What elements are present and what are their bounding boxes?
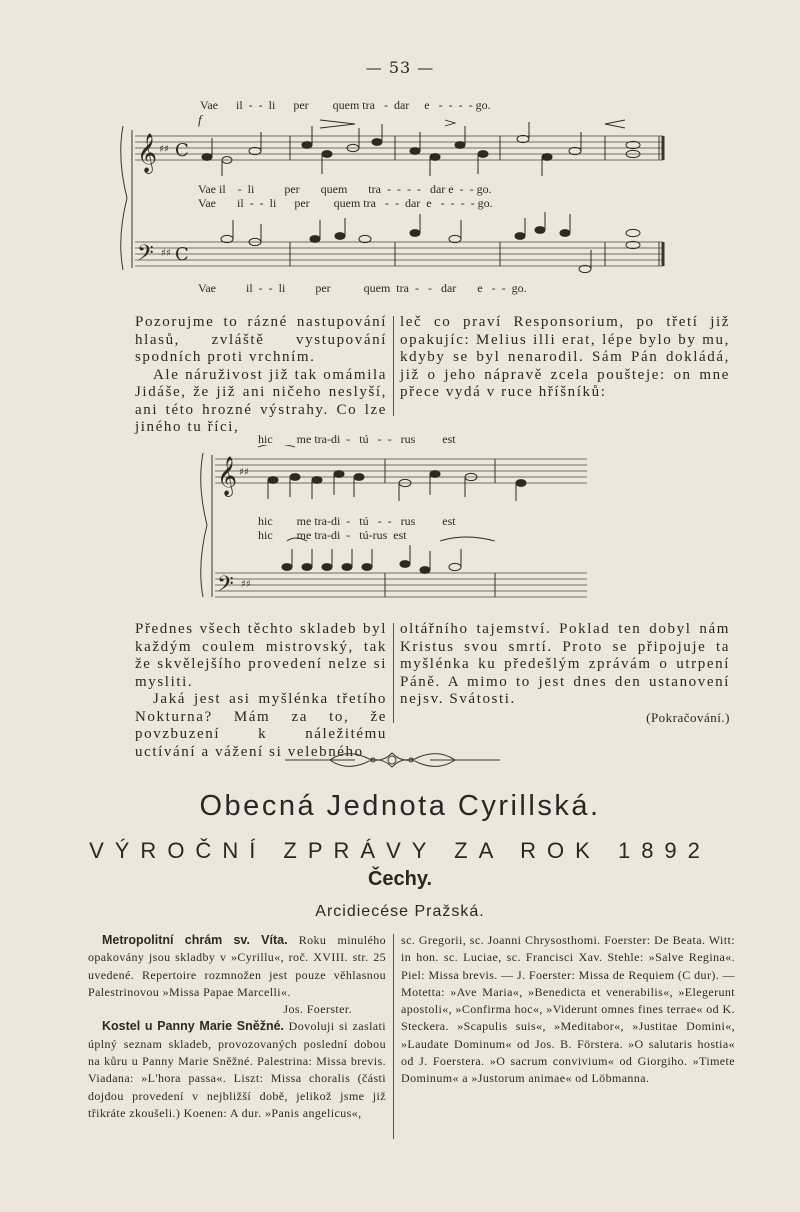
section-diocese: Arcidiecése Pražská. bbox=[315, 903, 485, 920]
left-paragraph-2b: Jaká jest asi myšlénka třetího Nokturna? Mám za to, že povzbuzení k náležitému uctívání a vážení si velebného bbox=[135, 691, 387, 760]
svg-text:♯♯: ♯♯ bbox=[239, 467, 249, 478]
music1-dynamic: f bbox=[198, 112, 202, 127]
music1-lyric-top: Vae il - - li per quem tra - dar e - - - - go. bbox=[200, 98, 491, 112]
vitus-heading: Metropolitní chrám sv. Víta. bbox=[102, 933, 288, 947]
svg-text:♯♯: ♯♯ bbox=[241, 579, 251, 590]
right-paragraph-2 bbox=[400, 621, 730, 726]
report-left-column bbox=[88, 932, 386, 1122]
section-subtitle: VÝROČNÍ ZPRÁVY ZA ROK 1892 bbox=[89, 838, 711, 863]
column-divider-3 bbox=[393, 934, 394, 1139]
left-paragraph-1a: Pozorujme to rázné nastupování hlasů, zvláště vystupování spodních proti vrchním. bbox=[135, 314, 387, 365]
music2-lyric-top: hic me tra-di - tú - - rus est bbox=[258, 432, 456, 446]
vitus-text: Roku minulého opakovány jsou skladby v »Cyrillu«, roč. XVIII. str. 25 uvedené. Repertoire rozmnožen jest pouze věhlasnou Palestrinovou »Missa Papae Marcelli«. bbox=[88, 933, 386, 999]
snezna-text: Dovoluji si zaslati úplný seznam skladeb, provozovaných poslední dobou na kůru u Panny Marie Sněžné. Palestrina: Missa brevis. Viadana: »L'hora passa«. Liszt: Missa choralis (části dojdou provedení v nejbližší době, jelikož jsme již třikráte zkoušeli.) Koenen: A dur. »Panis angelicus«, bbox=[88, 1019, 386, 1120]
report-right-text: sc. Gregorii, sc. Joanni Chrysosthomi. Foerster: De Beata. Witt: in hon. sc. Luciae, sc. Francisci Xav. Stehle: »Salve Regina«. Piel: Missa brevis. — J. Foerster: Missa de Requiem (C dur). — Motetta: »Ave Maria«, »Benedicta et venerabilis«, »Elegerunt apostoli«, »Confirma hoc«, »Viderunt omnes fines terrae« od K. Steckera. »Scapulis suis«, »Meditabor«, »Justitae Domini«, »Laudate Dominum« od Jos. B. Förstera. »O salutaris hostia« od J. Foerstera. »O sacrum convivium« od Giorgiho. »Timete Dominum« a »Justorum animae« od Löbmanna. bbox=[401, 933, 735, 1086]
page-number: — 53 — bbox=[365, 58, 435, 77]
svg-text:𝄢: 𝄢 bbox=[217, 572, 234, 602]
svg-text:C: C bbox=[175, 140, 189, 161]
right-paragraph-1-text: leč co praví Responsorium, po třetí již opakujíc: Melius illi erat, lépe bylo by mu, kdyby se byl nenarodil. Sám Pán dokládá, již o jeho nápravě zcela poušteje: on mne přece vydá v ruce hříšníků: bbox=[400, 314, 730, 400]
svg-text:𝄢: 𝄢 bbox=[137, 241, 154, 271]
left-paragraph-1 bbox=[135, 314, 387, 437]
svg-text:𝄞: 𝄞 bbox=[137, 133, 158, 173]
column-divider-1 bbox=[393, 316, 394, 416]
right-paragraph-1 bbox=[400, 314, 730, 402]
music1-lyric-bottom: Vae il - - li per quem tra - - dar e - - go. bbox=[198, 281, 527, 295]
report-snezna-paragraph bbox=[88, 1018, 386, 1122]
left-paragraph-2a: Přednes všech těchto skladeb byl každým coulem mistrovský, tak že skvělejšího provedení nelze si mysliti. bbox=[135, 621, 387, 690]
column-divider-2 bbox=[393, 623, 394, 723]
section-title: Obecná Jednota Cyrillská. bbox=[199, 790, 601, 822]
ornament-divider bbox=[285, 745, 500, 775]
right-paragraph-2-text: oltářního tajemství. Poklad ten dobyl nám Kristus svou smrtí. Proto se připojuje ta myšlénka ku předešlým zprávám o utrpení Páně. A mimo to jest dnes den ustanovení nejsv. Svátosti. bbox=[400, 621, 730, 707]
music-score-2 bbox=[195, 445, 595, 605]
music-score-1 bbox=[115, 118, 675, 278]
music2-lyric-mid1: hic me tra-di - tú - - rus est bbox=[258, 514, 456, 528]
music1-lyric-mid2: Vae il - - li per quem tra - - dar e - - - - go. bbox=[198, 196, 493, 210]
section-country: Čechy. bbox=[367, 868, 433, 890]
snezna-heading: Kostel u Panny Marie Sněžné. bbox=[102, 1019, 285, 1034]
svg-text:C: C bbox=[175, 244, 189, 265]
svg-text:♯♯: ♯♯ bbox=[159, 144, 169, 155]
report-right-column bbox=[401, 932, 735, 1088]
svg-text:𝄞: 𝄞 bbox=[217, 456, 238, 496]
continued-note: (Pokračování.) bbox=[646, 709, 730, 725]
signature-foerster: Jos. Foerster. bbox=[283, 1002, 352, 1017]
music1-lyric-mid1: Vae il - li per quem tra - - - - dar e - - go. bbox=[198, 182, 492, 196]
left-paragraph-2 bbox=[135, 621, 387, 761]
left-paragraph-1b: Ale náruživost již tak omámila Jidáše, že již ani ničeho neslyší, ani této hrozné výstrahy. Co lze jiného tu říci, bbox=[135, 366, 387, 435]
report-vitus-paragraph bbox=[88, 932, 386, 1001]
svg-text:♯♯: ♯♯ bbox=[161, 248, 171, 259]
music2-lyric-mid2: hic me tra-di - tú-rus est bbox=[258, 528, 407, 542]
